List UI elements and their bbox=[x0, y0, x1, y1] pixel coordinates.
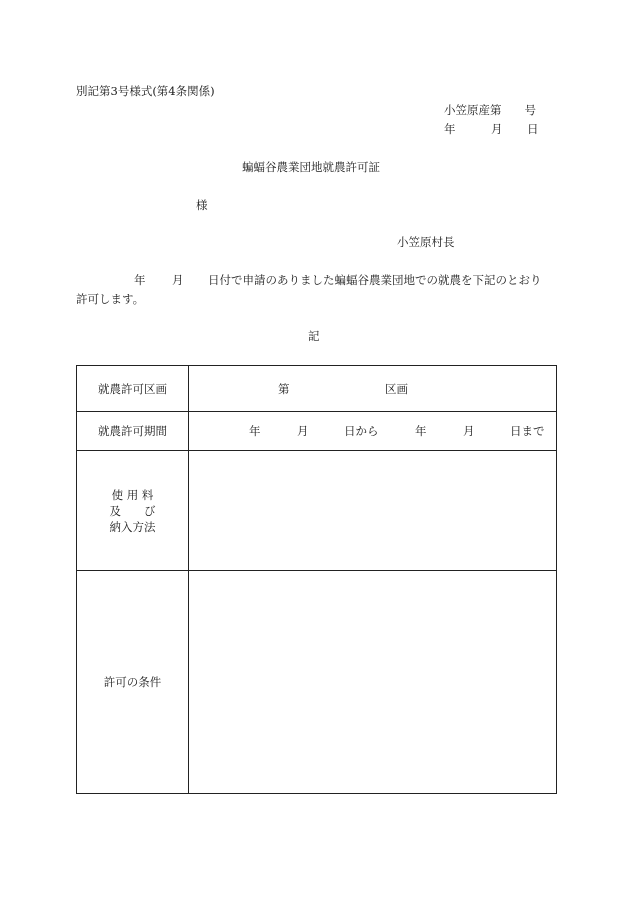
period-from: 日から bbox=[344, 424, 379, 438]
period-year2: 年 bbox=[415, 424, 427, 438]
row-period bbox=[77, 412, 557, 451]
ki-heading: 記 bbox=[308, 329, 320, 343]
plot-dai: 第 bbox=[278, 381, 290, 396]
plot-kukaku: 区画 bbox=[385, 381, 408, 396]
fee-label-line3: 納入方法 bbox=[109, 519, 156, 534]
fee-label-line1: 使 用 料 bbox=[111, 487, 154, 502]
value-conditions bbox=[189, 571, 557, 794]
date-month: 月 bbox=[491, 122, 503, 136]
value-plot bbox=[189, 366, 557, 412]
label-conditions: 許可の条件 bbox=[77, 571, 189, 794]
fee-label-line2: 及 び bbox=[109, 503, 156, 518]
body-year: 年 bbox=[134, 273, 146, 287]
label-fee bbox=[77, 451, 189, 571]
period-year1: 年 bbox=[249, 424, 261, 438]
document-title: 蝙蝠谷農業団地就農許可証 bbox=[242, 160, 380, 174]
row-plot bbox=[77, 366, 557, 412]
date-year: 年 bbox=[444, 122, 456, 136]
body-month: 月 bbox=[172, 273, 184, 287]
body-line2: 許可します。 bbox=[76, 292, 145, 306]
addressee-suffix: 様 bbox=[196, 198, 208, 212]
label-plot: 就農許可区画 bbox=[77, 366, 189, 412]
row-conditions bbox=[77, 571, 557, 794]
form-reference: 別記第3号様式(第4条関係) bbox=[76, 84, 215, 98]
period-month1: 月 bbox=[297, 424, 309, 438]
permit-table bbox=[76, 365, 557, 794]
issuer: 小笠原村長 bbox=[397, 235, 455, 249]
row-fee bbox=[77, 451, 557, 571]
date-day: 日 bbox=[527, 122, 539, 136]
label-period: 就農許可期間 bbox=[77, 412, 189, 451]
body-line1: 日付で申請のありました蝙蝠谷農業団地での就農を下記のとおり bbox=[208, 273, 542, 287]
document-number: 小笠原産第 号 bbox=[444, 103, 536, 117]
value-period bbox=[189, 412, 557, 451]
value-fee bbox=[189, 451, 557, 571]
period-until: 日まで bbox=[510, 424, 545, 438]
period-month2: 月 bbox=[463, 424, 475, 438]
